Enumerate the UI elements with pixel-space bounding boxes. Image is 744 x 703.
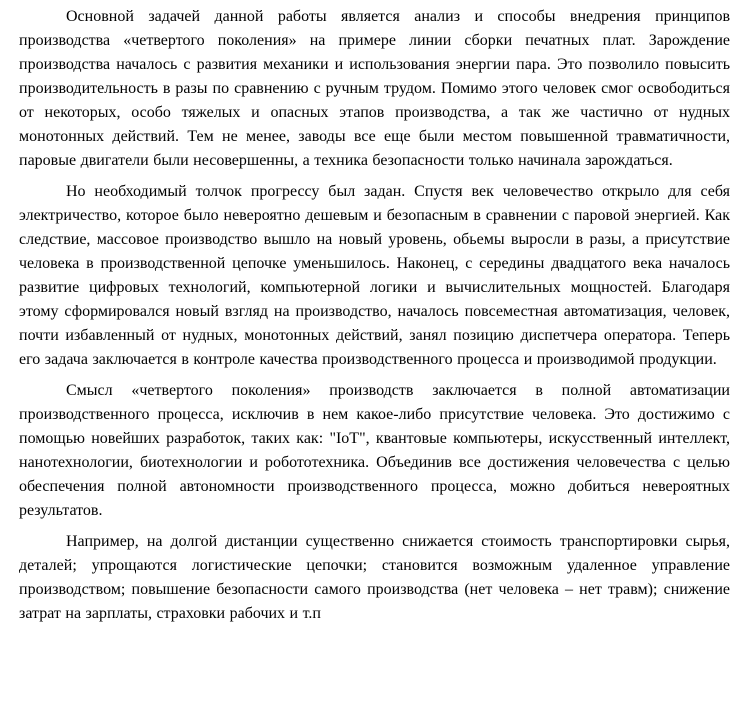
paragraph-electricity-digital-era: Но необходимый толчок прогрессу был задан. Спустя век человечество открыло для себя электричество, которое было невероятно дешевым и безопасным в сравнении с паровой энергией. Как следствие, массовое производство вышло на новый уровень, обьемы выросли в разы, а присутствие человека в производственной цепочке уменьшилось. Наконец, с середины двадцатого века началось развитие цифровых технологий, компьютерной логики и вычислительных мощностей. Благодаря этому сформировался новый взгляд на производство, началось повсеместная автоматизация, человек, почти избавленный от нудных, монотонных действий, занял позицию диспетчера оператора. Теперь его задача заключается в контроле качества производственного процесса и производимой продукции.	[19, 183, 730, 368]
paragraph-fourth-generation-meaning: Смысл «четвертого поколения» производств заключается в полной автоматизации производственного процесса, исключив в нем какое-либо присутствие человека. Это достижимо с помощью новейших разработок, таких как: "IoT", квантовые компьютеры, искусственный интеллект, нанотехнологии, биотехнологии и робототехника. Объединив все достижения человечества с целью обеспечения полной автономности производственного процесса, можно добиться невероятных результатов.	[19, 382, 730, 519]
paragraph-benefits: Например, на долгой дистанции существенно снижается стоимость транспортировки сырья, деталей; упрощаются логистические цепочки; становится возможным удаленное управление производством; повышение безопасности самого производства (нет человека – нет травм); снижение затрат на зарплаты, страховки рабочих и т.п	[19, 533, 730, 622]
paragraph-intro-first-generation: Основной задачей данной работы является анализ и способы внедрения принципов производства «четвертого поколения» на примере линии сборки печатных плат. Зарождение производства началось с развития механики и использования энергии пара. Это позволило повысить производительность в разы по сравнению с ручным трудом. Помимо этого человек смог освободиться от некоторых, особо тяжелых и опасных этапов производства, а так же частично от нудных монотонных действий. Тем не менее, заводы все еще были местом повышенной травматичности, паровые двигатели были несовершенны, а техника безопасности только начинала зарождаться.	[19, 8, 730, 169]
